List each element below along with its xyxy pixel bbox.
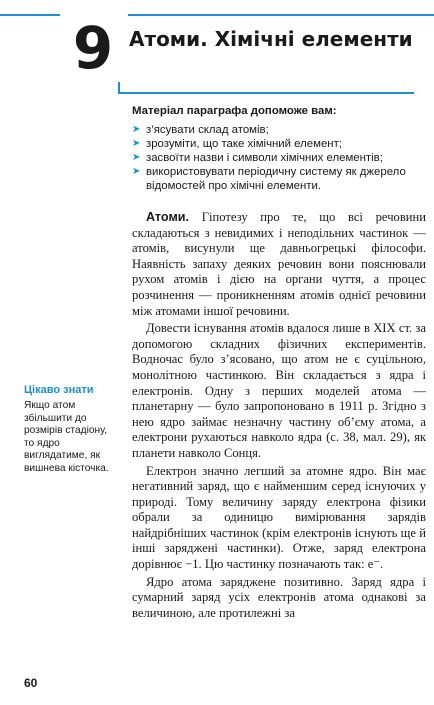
sidebar-heading: Цікаво знати [24,384,94,396]
paragraph-electron: Електрон значно легший за атомне ядро. Він має негативний заряд, що є найменшим серед існуючих у природі. Тому величину заряду електрона фізики обрали за одиницю вимірювання зарядів найдрібніших частинок (крім електронів існують ще й інші заряджені частинки). Отже, заряд електрона дорівнює −1. Цю частинку позначають так: e⁻. [132,463,426,572]
paragraph-nucleus: Ядро атома заряджене позитивно. Заряд ядра і сумарний заряд усіх електронів атома однакові за величиною, але протилежні за [132,574,426,620]
arrow-right-icon: ➤ [132,166,141,177]
chapter-number: 9 [72,14,114,82]
page-number: 60 [24,676,38,690]
term-atoms: Атоми. [146,210,190,224]
objective-text: використовувати періодичну систему як джерело відомостей про хімічні елементи. [146,166,406,192]
objectives-list [132,123,427,193]
column-rule [118,82,120,92]
objective-item [132,151,427,165]
interesting-fact-sidebar [24,384,118,475]
objectives-heading: Матеріал параграфа допоможе вам: [132,105,337,117]
objective-item [132,165,427,193]
arrow-right-icon: ➤ [132,124,141,135]
arrow-right-icon: ➤ [132,152,141,163]
chapter-title: Атоми. Хімічні елементи [129,27,413,51]
objective-item [132,123,427,137]
paragraph-discovery: Довести існування атомів вдалося лише в XIX ст. за допомогою складних фізичних експериментів. Водночас було з’ясовано, що атом не є суцільною, монолітною частинкою. Він складається з ядра і електронів. Одну з перших моделей атома — планетарну — було запропоновано в 1911 р. Згідно з нею ядро займає незначну частину об’єму атома, а електрони рухаються навколо ядра (с. 38, мал. 29), як планети навколо Сонця. [132,321,426,460]
header-rule-right [128,14,434,16]
paragraph-text: Гіпотезу про те, що всі речовини складаються з невидимих і неподільних частинок — атомів, висунули ще давньогрецькі філософи. Наявність запаху деяких речовин вони пояснювали рухом атомів і дією на органи чуття, а процес розчинення — проникненням атомів однієї речовини між атомами іншої речовини. [132,210,426,318]
arrow-right-icon: ➤ [132,138,141,149]
objective-text: зрозуміти, що таке хімічний елемент; [146,138,342,150]
sidebar-text: Якщо атом збільшити до розмірів стадіону, то ядро виглядатиме, як вишнева кісточка. [24,400,109,474]
header-rule-left [0,14,60,16]
paragraph-atoms [132,210,426,319]
objective-item [132,137,427,151]
objective-text: з’ясувати склад атомів; [146,124,269,136]
objectives-top-rule [118,92,414,94]
objectives-box [132,104,427,193]
main-text [132,210,426,623]
objective-text: засвоїти назви і символи хімічних елементів; [146,152,383,164]
